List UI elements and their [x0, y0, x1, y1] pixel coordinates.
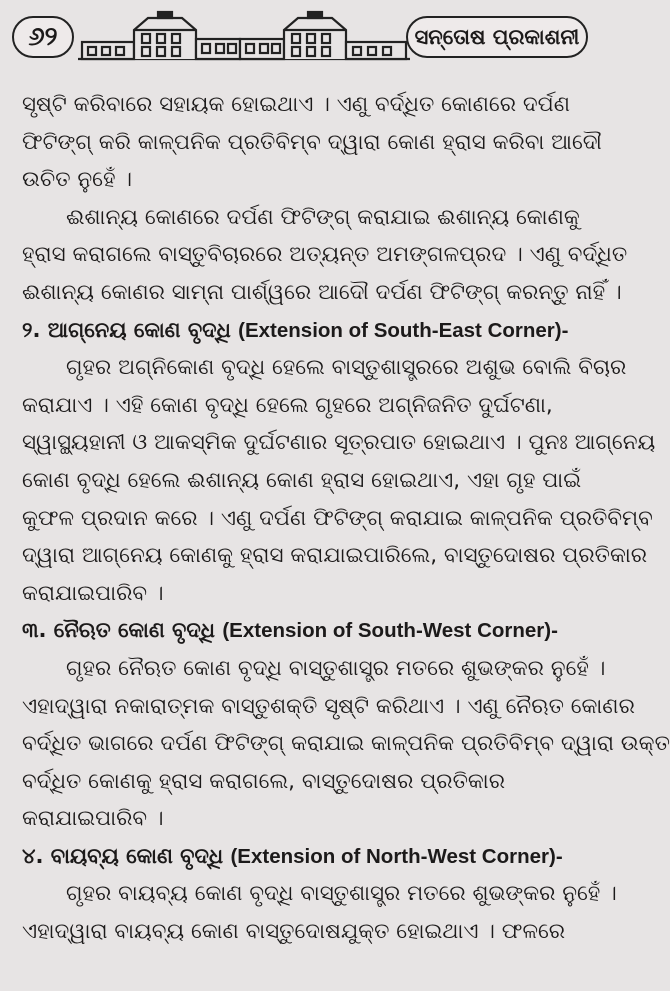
line-text: ଉଚିତ ନୁହେଁ ।: [22, 167, 132, 193]
line-text: ୩. ନୈଋତ କୋଣ ବୃଦ୍ଧି: [22, 618, 216, 643]
text-line: [22, 688, 635, 726]
heading-english: (Extension of South-West Corner)-: [222, 619, 558, 643]
heading-english: (Extension of North-West Corner)-: [230, 844, 563, 868]
text-line: [22, 387, 588, 425]
text-line: [22, 462, 588, 500]
text-line: [22, 913, 588, 951]
text-line: [22, 875, 617, 913]
line-text: ଗୃହର ନୈଋତ କୋଣ ବୃଦ୍ଧି ବାସ୍ତୁଶାସ୍ତ୍ର ମତରେ ଶୁଭଙ୍କର ନୁହେଁ ।: [66, 655, 606, 681]
line-text: ସୃଷ୍ଟି କରିବାରେ ସହାୟକ ହୋଇଥାଏ । ଏଣୁ ବର୍ଦ୍ଧିତ କୋଣରେ ଦର୍ପଣ: [22, 92, 570, 117]
page-number: ୬୨: [12, 16, 74, 58]
line-text: ଗୃହର ଅଗ୍ନିକୋଣ ବୃଦ୍ଧି ହେଲେ ବାସ୍ତୁଶାସ୍ତ୍ରରେ ଅଶୁଭ ବୋଲି ବିଚାର: [66, 355, 627, 381]
line-text: କରାଯାଇପାରିବ ।: [22, 806, 164, 832]
line-text: କୁଫଳ ପ୍ରଦାନ କରେ । ଏଣୁ ଦର୍ପଣ ଫିଟିଙ୍ଗ୍ କରାଯାଇ କାଳ୍ପନିକ ପ୍ରତିବିମ୍ବ: [22, 505, 653, 531]
line-text: ସ୍ୱାସ୍ଥ୍ୟହାନୀ ଓ ଆକସ୍ମିକ ଦୁର୍ଘଟଣାର ସୂତ୍ରପାତ ହୋଇଥାଏ । ପୁନଃ ଆଗ୍ନେୟ: [22, 430, 656, 456]
line-text: ଫିଟିଙ୍ଗ୍ କରି କାଳ୍ପନିକ ପ୍ରତିବିମ୍ବ ଦ୍ୱାରା କୋଣ ହ୍ରାସ କରିବା ଆଦୌ: [22, 129, 602, 155]
section-heading: [22, 312, 588, 350]
text-line: [22, 124, 602, 162]
line-text: ବର୍ଦ୍ଧିତ କୋଣକୁ ହ୍ରାସ କରାଗଲେ, ବାସ୍ତୁଦୋଷର ପ୍ରତିକାର: [22, 768, 506, 794]
text-line: [22, 575, 588, 613]
text-line: [22, 236, 628, 274]
text-line: [22, 500, 653, 538]
line-text: ଈଶାନ୍ୟ କୋଣର ସାମ୍ନା ପାର୍ଶ୍ୱରେ ଆଦୌ ଦର୍ପଣ ଫିଟିଙ୍ଗ୍ କରନ୍ତୁ ନାହିଁ ।: [22, 279, 622, 305]
line-text: ହ୍ରାସ କରାଗଲେ ବାସ୍ତୁବିଚାରରେ ଅତ୍ୟନ୍ତ ଅମଙ୍ଗଳପ୍ରଦ । ଏଣୁ ବର୍ଦ୍ଧିତ: [22, 242, 628, 268]
page-header: [12, 12, 588, 64]
line-text: ଏହାଦ୍ୱାରା ନକାରାତ୍ମକ ବାସ୍ତୁଶକ୍ତି ସୃଷ୍ଟି କରିଥାଏ । ଏଣୁ ନୈଋତ କୋଣର: [22, 693, 635, 719]
line-text: ଈଶାନ୍ୟ କୋଣରେ ଦର୍ପଣ ଫିଟିଙ୍ଗ୍ କରାଯାଇ ଈଶାନ୍ୟ କୋଣକୁ: [66, 204, 580, 230]
text-line: [22, 725, 670, 763]
line-text: ଗୃହର ବାୟବ୍ୟ କୋଣ ବୃଦ୍ଧି ବାସ୍ତୁଶାସ୍ତ୍ର ମତରେ ଶୁଭଙ୍କର ନୁହେଁ ।: [66, 881, 617, 907]
text-line: [22, 274, 622, 312]
line-text: କରାଯାଇପାରିବ ।: [22, 580, 164, 606]
line-text: ଏହାଦ୍ୱାରା ବାୟବ୍ୟ କୋଣ ବାସ୍ତୁଦୋଷଯୁକ୍ତ ହୋଇଥାଏ । ଫଳରେ: [22, 919, 566, 945]
heading-english: (Extension of South-East Corner)-: [238, 318, 569, 342]
section-heading: [22, 838, 588, 876]
text-line: [22, 424, 656, 462]
text-line: [22, 161, 588, 199]
page-body-text: [22, 86, 670, 951]
line-text: କୋଣ ବୃଦ୍ଧି ହେଲେ ଈଶାନ୍ୟ କୋଣ ହ୍ରାସ ହୋଇଥାଏ, ଏହା ଗୃହ ପାଇଁ: [22, 467, 582, 493]
line-text: କରାଯାଏ । ଏହି କୋଣ ବୃଦ୍ଧି ହେଲେ ଗୃହରେ ଅଗ୍ନିଜନିତ ଦୁର୍ଘଟଣା,: [22, 392, 553, 418]
line-text: ୪. ବାୟବ୍ୟ କୋଣ ବୃଦ୍ଧି: [22, 843, 224, 868]
text-line: [22, 86, 588, 124]
section-heading: [22, 612, 588, 650]
text-line: [22, 537, 648, 575]
text-line: [22, 763, 588, 801]
text-line: [22, 650, 606, 688]
line-text: ବର୍ଦ୍ଧିତ ଭାଗରେ ଦର୍ପଣ ଫିଟିଙ୍ଗ୍ କରାଯାଇ କାଳ୍ପନିକ ପ୍ରତିବିମ୍ବ ଦ୍ୱାରା ଉକ୍ତ: [22, 731, 670, 757]
building-ornament-icon: [78, 12, 410, 64]
line-text: ଦ୍ୱାରା ଆଗ୍ନେୟ କୋଣକୁ ହ୍ରାସ କରାଯାଇପାରିଲେ, ବାସ୍ତୁଦୋଷର ପ୍ରତିକାର: [22, 543, 648, 569]
text-line: [22, 349, 627, 387]
line-text: ୨. ଆଗ୍ନେୟ କୋଣ ବୃଦ୍ଧି: [22, 317, 231, 342]
text-line: [22, 800, 588, 838]
text-line: [22, 199, 588, 237]
publisher-name: ସନ୍ତୋଷ ପ୍ରକାଶନୀ: [406, 16, 588, 58]
